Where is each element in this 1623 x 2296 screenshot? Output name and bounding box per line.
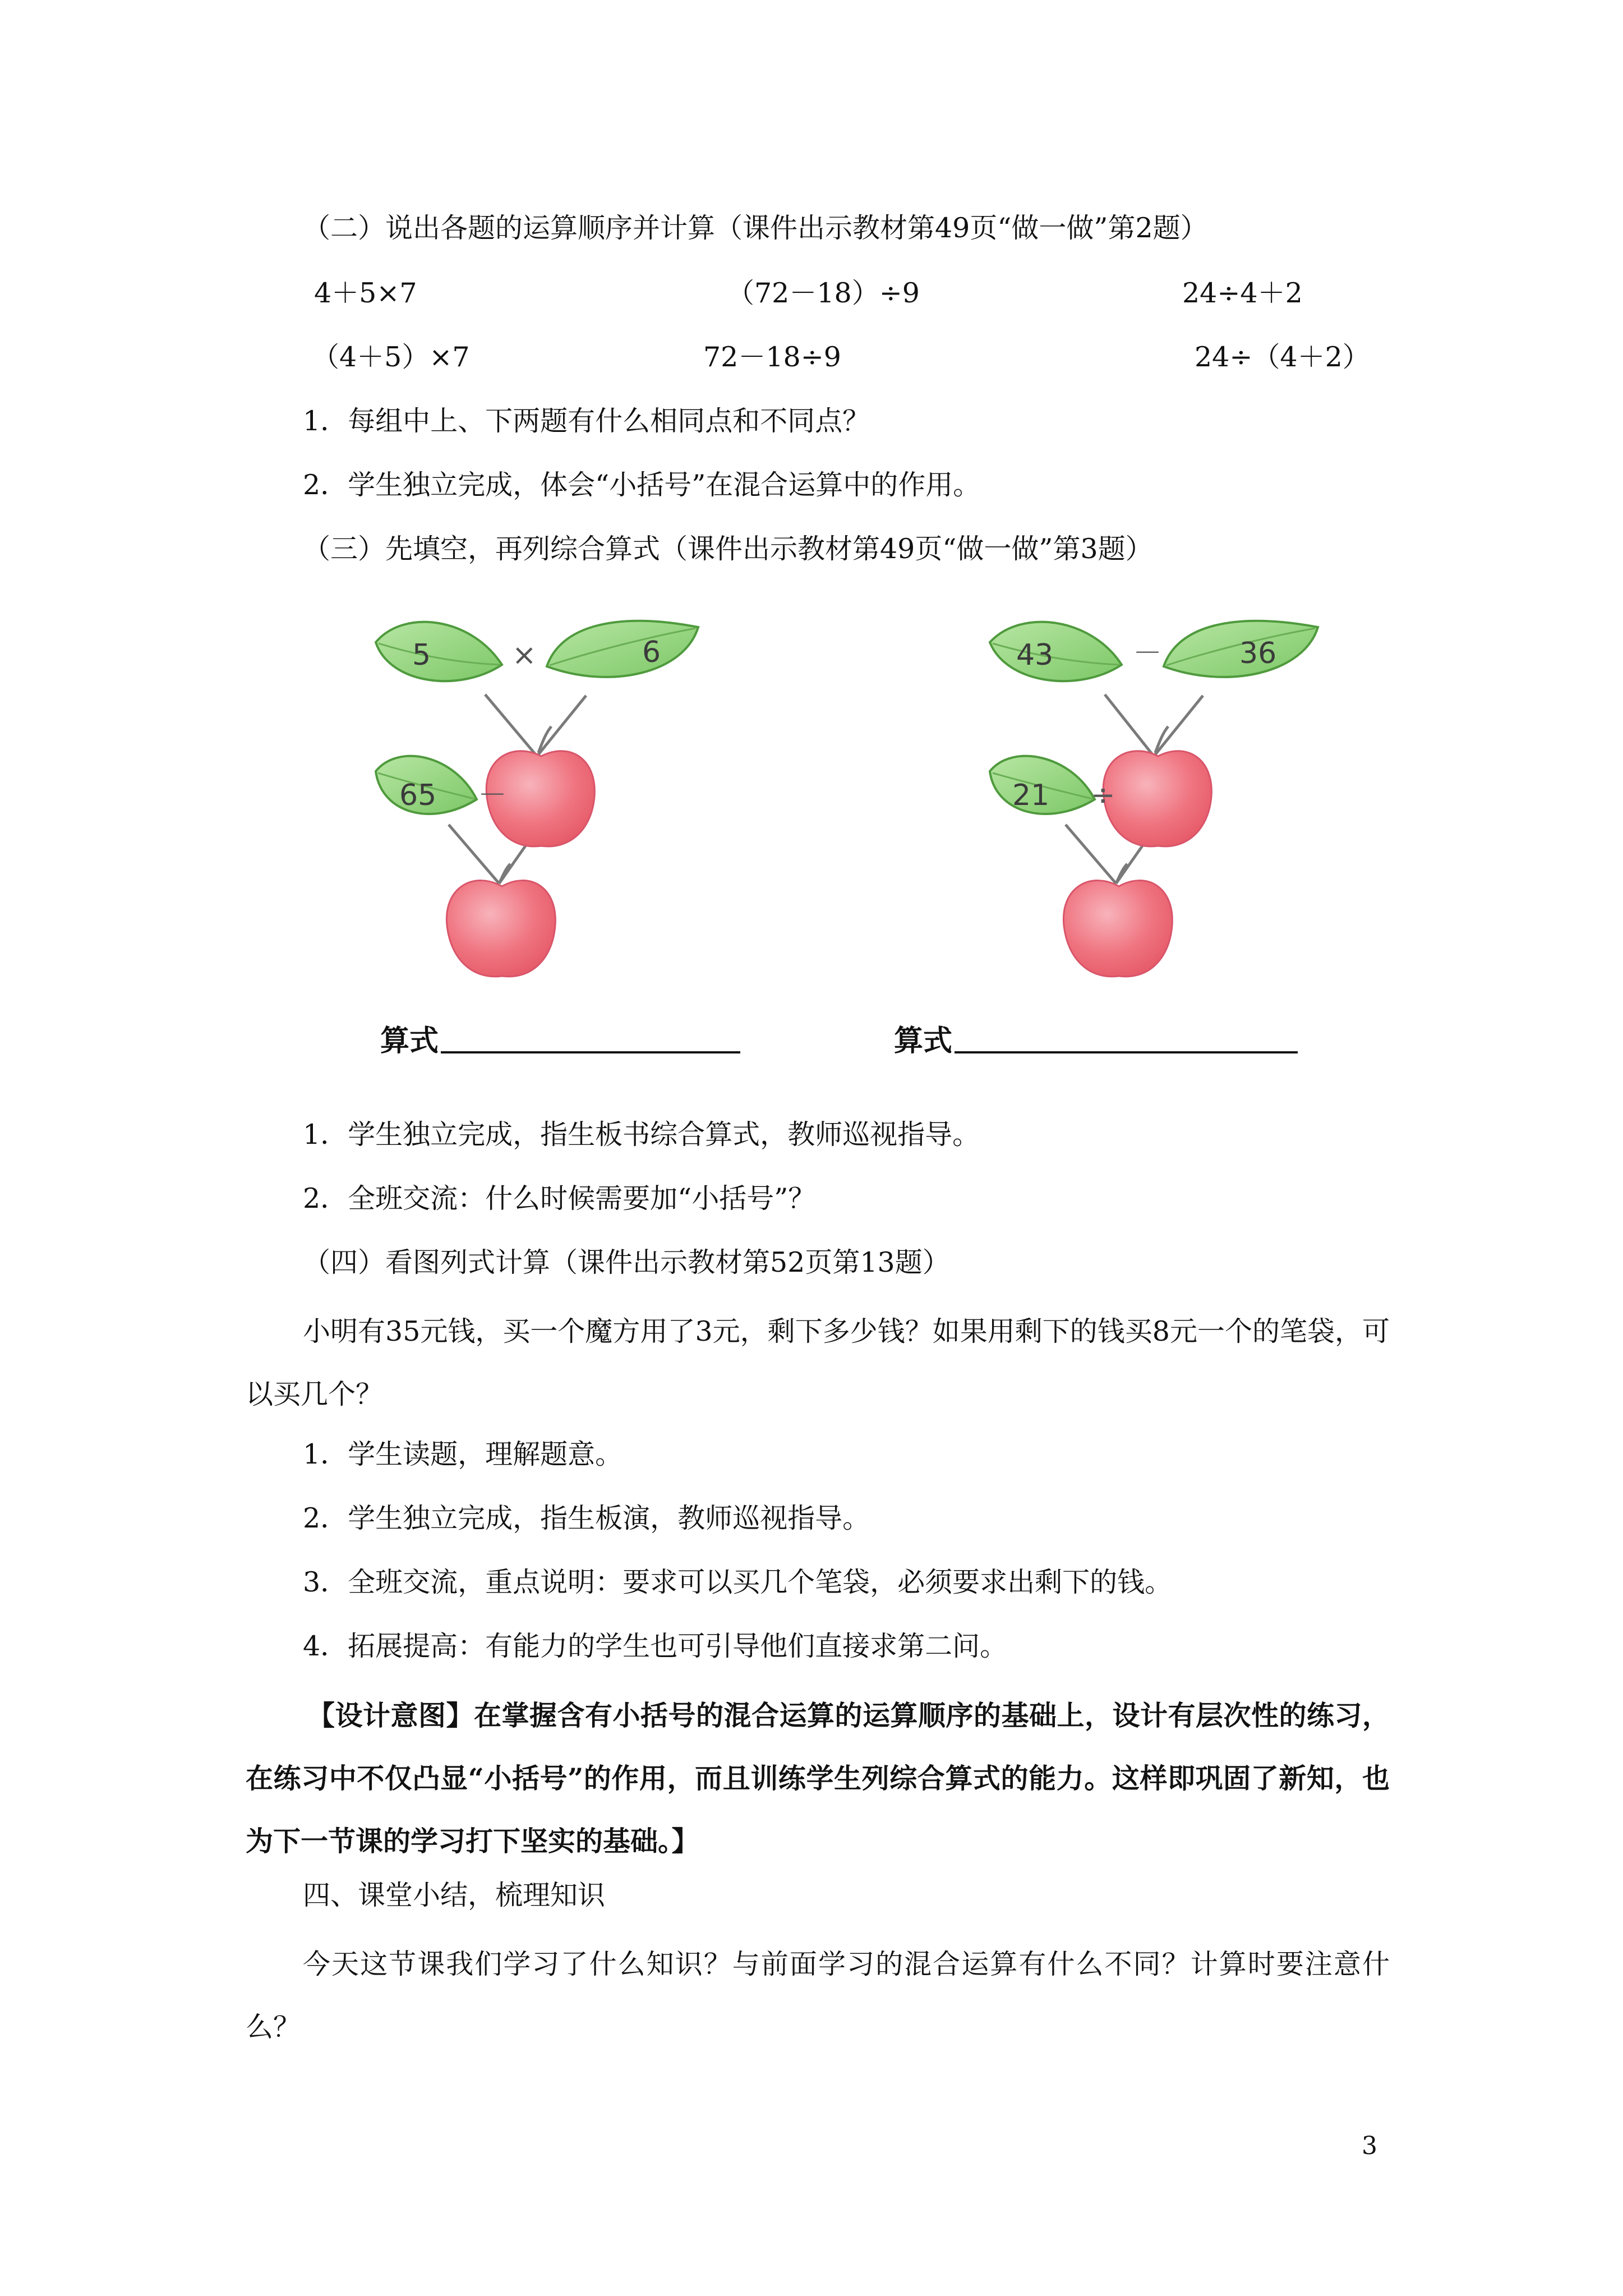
leaf-top-right	[1164, 621, 1318, 677]
section2-title: （二）说出各题的运算顺序并计算（课件出示教材第49页“做一做”第2题）	[303, 212, 1208, 244]
expr-2-3: 24÷（4＋2）	[1195, 341, 1370, 373]
section2-question-1: 1．每组中上、下两题有什么相同点和不同点？	[303, 405, 870, 437]
section4-title: （四）看图列式计算（课件出示教材第52页第13题）	[303, 1246, 950, 1278]
expr-1-3: 24÷4＋2	[1182, 277, 1303, 309]
section4-problem: 小明有35元钱，买一个魔方用了3元，剩下多少钱？如果用剩下的钱买8元一个的笔袋，可以买几个？	[246, 1315, 1390, 1410]
expr-2-2: 72－18÷9	[703, 341, 841, 373]
section3-title: （三）先填空，再列综合算式（课件出示教材第49页“做一做”第3题）	[303, 533, 1153, 565]
section4-question-3: 3．全班交流，重点说明：要求可以买几个笔袋，必须要求出剩下的钱。	[303, 1566, 1173, 1598]
formula-label-right: 算式	[894, 1024, 953, 1058]
leaf-top-left	[990, 622, 1122, 681]
formula-label-left: 算式	[380, 1024, 439, 1058]
section3-question-2: 2．全班交流：什么时候需要加“小括号”？	[303, 1182, 816, 1214]
expr-1-2: （72－18）÷9	[727, 277, 920, 309]
section2-question-2: 2．学生独立完成，体会“小括号”在混合运算中的作用。	[303, 469, 981, 501]
apple-upper	[1103, 751, 1211, 846]
leaf-top-right	[547, 621, 698, 677]
apple-tree-left	[359, 611, 751, 1004]
leaf-number-top-right: 6	[642, 636, 661, 669]
page-number: 3	[1362, 2132, 1377, 2160]
apple-lower	[446, 881, 555, 977]
apple-tree-right	[976, 611, 1368, 1004]
formula-blank-left[interactable]	[441, 1051, 740, 1053]
formula-blank-right[interactable]	[955, 1051, 1298, 1053]
operator-lower-right-tree: ÷	[1091, 779, 1115, 812]
section3-question-1: 1．学生独立完成，指生板书综合算式，教师巡视指导。	[303, 1119, 980, 1151]
operator-lower-left-tree: －	[478, 779, 508, 812]
expr-2-1: （4＋5）×7	[312, 341, 470, 373]
operator-top-right-tree: －	[1133, 637, 1163, 670]
summary-title: 四、课堂小结，梳理知识	[303, 1879, 606, 1911]
leaf-number-top-right: 36	[1239, 637, 1277, 670]
leaf-number-lower: 65	[399, 779, 437, 812]
section4-question-1: 1．学生读题，理解题意。	[303, 1438, 623, 1470]
apple-lower	[1063, 881, 1172, 977]
leaf-number-top-left: 5	[412, 638, 431, 672]
design-intent: 【设计意图】在掌握含有小括号的混合运算的运算顺序的基础上，设计有层次性的练习，在练习中不仅凸显“小括号”的作用，而且训练学生列综合算式的能力。这样即巩固了新知，也为下一节课的学习打下坚实的基础。】	[246, 1699, 1390, 1857]
expr-1-1: 4＋5×7	[314, 277, 417, 309]
leaf-lower-left	[990, 756, 1095, 814]
summary-text: 今天这节课我们学习了什么知识？与前面学习的混合运算有什么不同？计算时要注意什么？	[246, 1948, 1390, 2043]
section4-question-4: 4．拓展提高：有能力的学生也可引导他们直接求第二问。	[303, 1630, 1008, 1662]
leaf-number-top-left: 43	[1016, 638, 1054, 672]
section4-question-2: 2．学生独立完成，指生板演，教师巡视指导。	[303, 1502, 870, 1534]
leaf-lower-left	[376, 756, 477, 814]
leaf-number-lower: 21	[1012, 779, 1050, 812]
operator-top-left-tree: ×	[512, 638, 537, 672]
leaf-top-left	[376, 622, 502, 681]
